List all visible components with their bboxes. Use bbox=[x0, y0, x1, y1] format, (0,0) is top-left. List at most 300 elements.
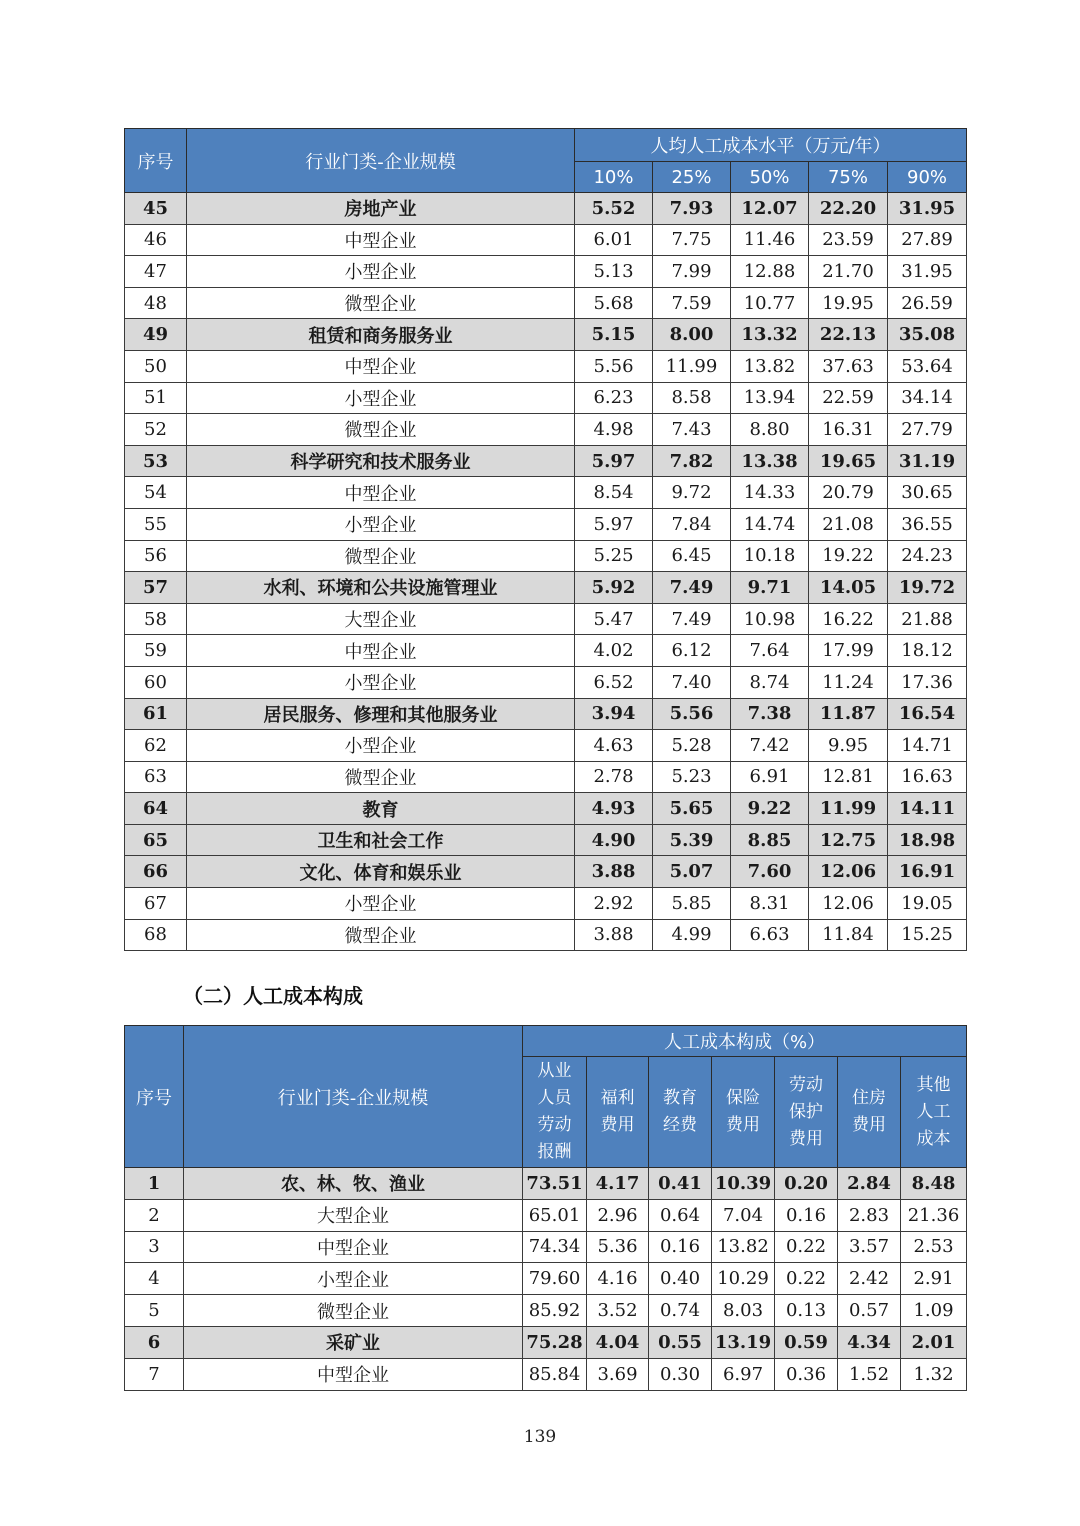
row-index: 5 bbox=[125, 1295, 184, 1327]
row-index: 53 bbox=[125, 445, 187, 477]
row-value: 6.63 bbox=[731, 919, 809, 951]
row-value: 5.52 bbox=[575, 193, 653, 225]
header-subcolumn bbox=[649, 1057, 712, 1168]
row-value: 0.41 bbox=[649, 1168, 712, 1200]
row-index: 4 bbox=[125, 1263, 184, 1295]
row-value: 2.91 bbox=[901, 1263, 967, 1295]
row-value: 21.88 bbox=[888, 603, 967, 635]
row-index: 56 bbox=[125, 540, 187, 572]
row-value: 4.90 bbox=[575, 824, 653, 856]
row-value: 14.05 bbox=[809, 572, 888, 604]
row-index: 6 bbox=[125, 1326, 184, 1358]
row-index: 66 bbox=[125, 856, 187, 888]
table-row bbox=[125, 572, 967, 604]
header-subcolumn bbox=[775, 1057, 838, 1168]
row-index: 58 bbox=[125, 603, 187, 635]
header-subcolumn bbox=[901, 1057, 967, 1168]
row-value: 0.22 bbox=[775, 1263, 838, 1295]
row-category: 微型企业 bbox=[187, 287, 575, 319]
header-subcolumn-line: 住房 bbox=[852, 1088, 886, 1108]
row-value: 4.02 bbox=[575, 635, 653, 667]
header-subcolumn-line: 福利 bbox=[600, 1088, 635, 1108]
table-row bbox=[125, 1168, 967, 1200]
table-row bbox=[125, 635, 967, 667]
row-value: 12.81 bbox=[809, 761, 888, 793]
row-value: 13.19 bbox=[712, 1326, 775, 1358]
row-category: 微型企业 bbox=[187, 414, 575, 446]
row-index: 2 bbox=[125, 1199, 184, 1231]
row-value: 7.38 bbox=[731, 698, 809, 730]
row-value: 0.20 bbox=[775, 1168, 838, 1200]
row-value: 10.77 bbox=[731, 287, 809, 319]
row-value: 16.22 bbox=[809, 603, 888, 635]
table-row bbox=[125, 698, 967, 730]
row-value: 11.87 bbox=[809, 698, 888, 730]
table-row bbox=[125, 1358, 967, 1390]
row-index: 51 bbox=[125, 382, 187, 414]
row-value: 13.82 bbox=[731, 350, 809, 382]
row-value: 4.34 bbox=[838, 1326, 901, 1358]
row-index: 1 bbox=[125, 1168, 184, 1200]
row-category: 中型企业 bbox=[187, 635, 575, 667]
row-index: 49 bbox=[125, 319, 187, 351]
row-value: 31.95 bbox=[888, 256, 967, 288]
row-value: 26.59 bbox=[888, 287, 967, 319]
row-value: 15.25 bbox=[888, 919, 967, 951]
row-value: 5.47 bbox=[575, 603, 653, 635]
table-row bbox=[125, 919, 967, 951]
row-value: 5.85 bbox=[653, 888, 731, 920]
row-value: 7.49 bbox=[653, 603, 731, 635]
header-subcolumn-line: 经费 bbox=[663, 1115, 697, 1135]
row-category: 中型企业 bbox=[187, 350, 575, 382]
row-value: 0.55 bbox=[649, 1326, 712, 1358]
row-value: 7.40 bbox=[653, 666, 731, 698]
row-value: 19.95 bbox=[809, 287, 888, 319]
row-value: 5.28 bbox=[653, 730, 731, 762]
row-value: 7.04 bbox=[712, 1199, 775, 1231]
row-value: 1.52 bbox=[838, 1358, 901, 1390]
row-value: 16.54 bbox=[888, 698, 967, 730]
row-value: 7.93 bbox=[653, 193, 731, 225]
row-value: 0.16 bbox=[649, 1231, 712, 1263]
row-value: 0.13 bbox=[775, 1295, 838, 1327]
table-row bbox=[125, 256, 967, 288]
header-subcolumn-line: 人员 bbox=[537, 1088, 572, 1108]
row-value: 11.84 bbox=[809, 919, 888, 951]
row-category: 房地产业 bbox=[187, 193, 575, 225]
row-value: 14.74 bbox=[731, 508, 809, 540]
table-row bbox=[125, 1295, 967, 1327]
row-value: 14.11 bbox=[888, 793, 967, 825]
row-index: 59 bbox=[125, 635, 187, 667]
row-index: 46 bbox=[125, 224, 187, 256]
row-value: 7.84 bbox=[653, 508, 731, 540]
row-value: 11.24 bbox=[809, 666, 888, 698]
row-value: 4.98 bbox=[575, 414, 653, 446]
row-value: 7.82 bbox=[653, 445, 731, 477]
row-value: 2.96 bbox=[587, 1199, 649, 1231]
row-value: 3.69 bbox=[587, 1358, 649, 1390]
row-category: 小型企业 bbox=[184, 1263, 523, 1295]
row-value: 16.63 bbox=[888, 761, 967, 793]
row-index: 54 bbox=[125, 477, 187, 509]
row-index: 67 bbox=[125, 888, 187, 920]
header-category: 行业门类-企业规模 bbox=[187, 129, 575, 193]
row-category: 卫生和社会工作 bbox=[187, 824, 575, 856]
row-value: 8.48 bbox=[901, 1168, 967, 1200]
row-value: 3.94 bbox=[575, 698, 653, 730]
row-value: 4.17 bbox=[587, 1168, 649, 1200]
row-index: 52 bbox=[125, 414, 187, 446]
row-value: 4.99 bbox=[653, 919, 731, 951]
row-value: 27.89 bbox=[888, 224, 967, 256]
row-value: 17.99 bbox=[809, 635, 888, 667]
row-value: 11.46 bbox=[731, 224, 809, 256]
row-value: 6.01 bbox=[575, 224, 653, 256]
row-value: 3.57 bbox=[838, 1231, 901, 1263]
row-index: 62 bbox=[125, 730, 187, 762]
row-value: 21.36 bbox=[901, 1199, 967, 1231]
row-value: 0.59 bbox=[775, 1326, 838, 1358]
row-value: 30.65 bbox=[888, 477, 967, 509]
header-index: 序号 bbox=[125, 129, 187, 193]
row-value: 1.32 bbox=[901, 1358, 967, 1390]
row-index: 50 bbox=[125, 350, 187, 382]
row-value: 3.88 bbox=[575, 856, 653, 888]
row-value: 5.25 bbox=[575, 540, 653, 572]
row-value: 17.36 bbox=[888, 666, 967, 698]
row-value: 18.98 bbox=[888, 824, 967, 856]
row-value: 12.06 bbox=[809, 856, 888, 888]
row-category: 中型企业 bbox=[184, 1358, 523, 1390]
row-index: 63 bbox=[125, 761, 187, 793]
row-value: 2.84 bbox=[838, 1168, 901, 1200]
row-value: 5.68 bbox=[575, 287, 653, 319]
row-value: 11.99 bbox=[653, 350, 731, 382]
row-value: 7.60 bbox=[731, 856, 809, 888]
row-value: 8.85 bbox=[731, 824, 809, 856]
row-value: 12.06 bbox=[809, 888, 888, 920]
row-value: 0.74 bbox=[649, 1295, 712, 1327]
header-index: 序号 bbox=[125, 1026, 184, 1168]
row-value: 2.53 bbox=[901, 1231, 967, 1263]
row-index: 55 bbox=[125, 508, 187, 540]
row-value: 9.22 bbox=[731, 793, 809, 825]
table-row bbox=[125, 540, 967, 572]
row-category: 小型企业 bbox=[187, 666, 575, 698]
row-value: 7.43 bbox=[653, 414, 731, 446]
row-value: 0.22 bbox=[775, 1231, 838, 1263]
header-subcolumn bbox=[523, 1057, 587, 1168]
table-row bbox=[125, 1199, 967, 1231]
table-row bbox=[125, 414, 967, 446]
header-subcolumn-line: 保险 bbox=[726, 1088, 760, 1108]
row-value: 22.59 bbox=[809, 382, 888, 414]
row-value: 8.80 bbox=[731, 414, 809, 446]
row-value: 5.65 bbox=[653, 793, 731, 825]
row-value: 14.71 bbox=[888, 730, 967, 762]
row-value: 10.18 bbox=[731, 540, 809, 572]
row-value: 23.59 bbox=[809, 224, 888, 256]
row-value: 19.22 bbox=[809, 540, 888, 572]
row-value: 5.56 bbox=[575, 350, 653, 382]
table-row bbox=[125, 224, 967, 256]
header-percentile: 10% bbox=[575, 162, 653, 193]
header-subcolumn bbox=[712, 1057, 775, 1168]
row-category: 大型企业 bbox=[187, 603, 575, 635]
row-category: 中型企业 bbox=[187, 477, 575, 509]
row-category: 微型企业 bbox=[184, 1295, 523, 1327]
row-value: 22.20 bbox=[809, 193, 888, 225]
row-value: 7.49 bbox=[653, 572, 731, 604]
row-value: 3.88 bbox=[575, 919, 653, 951]
row-value: 11.99 bbox=[809, 793, 888, 825]
header-subcolumn-line: 劳动 bbox=[537, 1115, 572, 1135]
row-value: 0.57 bbox=[838, 1295, 901, 1327]
row-value: 8.74 bbox=[731, 666, 809, 698]
row-value: 5.36 bbox=[587, 1231, 649, 1263]
header-subcolumn-line: 成本 bbox=[916, 1128, 951, 1149]
row-value: 8.54 bbox=[575, 477, 653, 509]
header-subcolumn-line: 费用 bbox=[789, 1128, 823, 1149]
row-category: 微型企业 bbox=[187, 540, 575, 572]
table-row bbox=[125, 761, 967, 793]
row-value: 12.75 bbox=[809, 824, 888, 856]
row-value: 6.45 bbox=[653, 540, 731, 572]
row-value: 9.95 bbox=[809, 730, 888, 762]
row-category: 中型企业 bbox=[187, 224, 575, 256]
row-value: 0.40 bbox=[649, 1263, 712, 1295]
row-value: 5.13 bbox=[575, 256, 653, 288]
row-value: 0.30 bbox=[649, 1358, 712, 1390]
labor-cost-composition-table bbox=[124, 1025, 967, 1391]
header-subcolumn-line: 人工 bbox=[916, 1101, 951, 1122]
table-row bbox=[125, 888, 967, 920]
row-value: 4.63 bbox=[575, 730, 653, 762]
row-category: 采矿业 bbox=[184, 1326, 523, 1358]
row-value: 6.23 bbox=[575, 382, 653, 414]
row-value: 10.98 bbox=[731, 603, 809, 635]
row-index: 7 bbox=[125, 1358, 184, 1390]
table-row bbox=[125, 1231, 967, 1263]
header-percentile: 25% bbox=[653, 162, 731, 193]
row-category: 中型企业 bbox=[184, 1231, 523, 1263]
row-category: 小型企业 bbox=[187, 382, 575, 414]
row-value: 5.97 bbox=[575, 508, 653, 540]
table-row bbox=[125, 350, 967, 382]
row-value: 5.23 bbox=[653, 761, 731, 793]
header-subcolumn-line: 费用 bbox=[852, 1115, 886, 1135]
row-value: 5.92 bbox=[575, 572, 653, 604]
row-value: 27.79 bbox=[888, 414, 967, 446]
row-value: 21.70 bbox=[809, 256, 888, 288]
header-percentile: 90% bbox=[888, 162, 967, 193]
table-row bbox=[125, 730, 967, 762]
row-value: 5.56 bbox=[653, 698, 731, 730]
table-row bbox=[125, 319, 967, 351]
table-row bbox=[125, 856, 967, 888]
row-value: 19.05 bbox=[888, 888, 967, 920]
row-index: 57 bbox=[125, 572, 187, 604]
table-row bbox=[125, 382, 967, 414]
row-value: 9.71 bbox=[731, 572, 809, 604]
row-value: 14.33 bbox=[731, 477, 809, 509]
row-index: 68 bbox=[125, 919, 187, 951]
header-subcolumn-line: 费用 bbox=[726, 1115, 760, 1135]
row-category: 文化、体育和娱乐业 bbox=[187, 856, 575, 888]
row-value: 8.03 bbox=[712, 1295, 775, 1327]
row-value: 4.16 bbox=[587, 1263, 649, 1295]
row-index: 3 bbox=[125, 1231, 184, 1263]
row-category: 租赁和商务服务业 bbox=[187, 319, 575, 351]
row-value: 75.28 bbox=[523, 1326, 587, 1358]
table-row bbox=[125, 445, 967, 477]
row-value: 5.07 bbox=[653, 856, 731, 888]
row-index: 61 bbox=[125, 698, 187, 730]
row-index: 65 bbox=[125, 824, 187, 856]
row-value: 13.32 bbox=[731, 319, 809, 351]
row-value: 5.39 bbox=[653, 824, 731, 856]
table-row bbox=[125, 193, 967, 225]
row-value: 18.12 bbox=[888, 635, 967, 667]
row-category: 小型企业 bbox=[187, 508, 575, 540]
row-value: 31.95 bbox=[888, 193, 967, 225]
row-category: 农、林、牧、渔业 bbox=[184, 1168, 523, 1200]
row-value: 12.88 bbox=[731, 256, 809, 288]
row-value: 24.23 bbox=[888, 540, 967, 572]
row-value: 2.92 bbox=[575, 888, 653, 920]
header-percentile: 50% bbox=[731, 162, 809, 193]
row-value: 13.82 bbox=[712, 1231, 775, 1263]
row-value: 9.72 bbox=[653, 477, 731, 509]
row-category: 微型企业 bbox=[187, 761, 575, 793]
header-subcolumn bbox=[587, 1057, 649, 1168]
row-value: 16.31 bbox=[809, 414, 888, 446]
row-value: 12.07 bbox=[731, 193, 809, 225]
table-row bbox=[125, 287, 967, 319]
row-index: 60 bbox=[125, 666, 187, 698]
row-category: 教育 bbox=[187, 793, 575, 825]
row-value: 19.65 bbox=[809, 445, 888, 477]
row-value: 53.64 bbox=[888, 350, 967, 382]
header-subcolumn-line: 费用 bbox=[600, 1115, 635, 1135]
row-index: 47 bbox=[125, 256, 187, 288]
row-value: 6.12 bbox=[653, 635, 731, 667]
row-category: 小型企业 bbox=[187, 256, 575, 288]
header-category: 行业门类-企业规模 bbox=[184, 1026, 523, 1168]
row-category: 微型企业 bbox=[187, 919, 575, 951]
row-value: 0.64 bbox=[649, 1199, 712, 1231]
row-value: 5.97 bbox=[575, 445, 653, 477]
table-row bbox=[125, 477, 967, 509]
row-value: 74.34 bbox=[523, 1231, 587, 1263]
table-row bbox=[125, 508, 967, 540]
row-value: 85.84 bbox=[523, 1358, 587, 1390]
row-value: 6.91 bbox=[731, 761, 809, 793]
table-row bbox=[125, 824, 967, 856]
table-row bbox=[125, 1263, 967, 1295]
row-category: 大型企业 bbox=[184, 1199, 523, 1231]
row-value: 7.99 bbox=[653, 256, 731, 288]
row-value: 35.08 bbox=[888, 319, 967, 351]
row-value: 79.60 bbox=[523, 1263, 587, 1295]
row-category: 小型企业 bbox=[187, 888, 575, 920]
header-subcolumn-line: 劳动 bbox=[789, 1074, 823, 1095]
row-value: 7.42 bbox=[731, 730, 809, 762]
header-percentile: 75% bbox=[809, 162, 888, 193]
row-value: 19.72 bbox=[888, 572, 967, 604]
row-value: 5.15 bbox=[575, 319, 653, 351]
header-group: 人均人工成本水平（万元/年） bbox=[575, 129, 967, 162]
labor-cost-level-table bbox=[124, 128, 967, 951]
row-value: 1.09 bbox=[901, 1295, 967, 1327]
row-value: 4.93 bbox=[575, 793, 653, 825]
row-value: 85.92 bbox=[523, 1295, 587, 1327]
row-value: 7.64 bbox=[731, 635, 809, 667]
row-value: 8.00 bbox=[653, 319, 731, 351]
row-value: 2.78 bbox=[575, 761, 653, 793]
row-category: 小型企业 bbox=[187, 730, 575, 762]
row-value: 13.38 bbox=[731, 445, 809, 477]
row-value: 73.51 bbox=[523, 1168, 587, 1200]
table-row bbox=[125, 1326, 967, 1358]
table-row bbox=[125, 666, 967, 698]
row-value: 7.75 bbox=[653, 224, 731, 256]
row-category: 水利、环境和公共设施管理业 bbox=[187, 572, 575, 604]
table-row bbox=[125, 793, 967, 825]
row-index: 64 bbox=[125, 793, 187, 825]
header-subcolumn-line: 报酬 bbox=[537, 1142, 572, 1162]
header-subcolumn-line: 其他 bbox=[916, 1074, 951, 1095]
row-value: 0.36 bbox=[775, 1358, 838, 1390]
section-title: （二）人工成本构成 bbox=[183, 984, 363, 1008]
row-value: 2.01 bbox=[901, 1326, 967, 1358]
table-row bbox=[125, 603, 967, 635]
row-category: 科学研究和技术服务业 bbox=[187, 445, 575, 477]
header-subcolumn-line: 从业 bbox=[537, 1061, 572, 1081]
header-group: 人工成本构成（%） bbox=[523, 1026, 967, 1057]
row-value: 21.08 bbox=[809, 508, 888, 540]
row-category: 居民服务、修理和其他服务业 bbox=[187, 698, 575, 730]
row-value: 37.63 bbox=[809, 350, 888, 382]
row-value: 7.59 bbox=[653, 287, 731, 319]
row-index: 48 bbox=[125, 287, 187, 319]
row-value: 8.58 bbox=[653, 382, 731, 414]
row-value: 13.94 bbox=[731, 382, 809, 414]
row-value: 20.79 bbox=[809, 477, 888, 509]
row-value: 4.04 bbox=[587, 1326, 649, 1358]
row-value: 0.16 bbox=[775, 1199, 838, 1231]
header-subcolumn bbox=[838, 1057, 901, 1168]
page-number: 139 bbox=[523, 1427, 557, 1447]
row-value: 31.19 bbox=[888, 445, 967, 477]
row-value: 22.13 bbox=[809, 319, 888, 351]
row-value: 10.39 bbox=[712, 1168, 775, 1200]
row-index: 45 bbox=[125, 193, 187, 225]
row-value: 65.01 bbox=[523, 1199, 587, 1231]
row-value: 8.31 bbox=[731, 888, 809, 920]
row-value: 2.42 bbox=[838, 1263, 901, 1295]
row-value: 34.14 bbox=[888, 382, 967, 414]
row-value: 6.52 bbox=[575, 666, 653, 698]
row-value: 36.55 bbox=[888, 508, 967, 540]
row-value: 10.29 bbox=[712, 1263, 775, 1295]
row-value: 3.52 bbox=[587, 1295, 649, 1327]
header-subcolumn-line: 教育 bbox=[663, 1088, 697, 1108]
header-subcolumn-line: 保护 bbox=[789, 1101, 823, 1122]
row-value: 16.91 bbox=[888, 856, 967, 888]
